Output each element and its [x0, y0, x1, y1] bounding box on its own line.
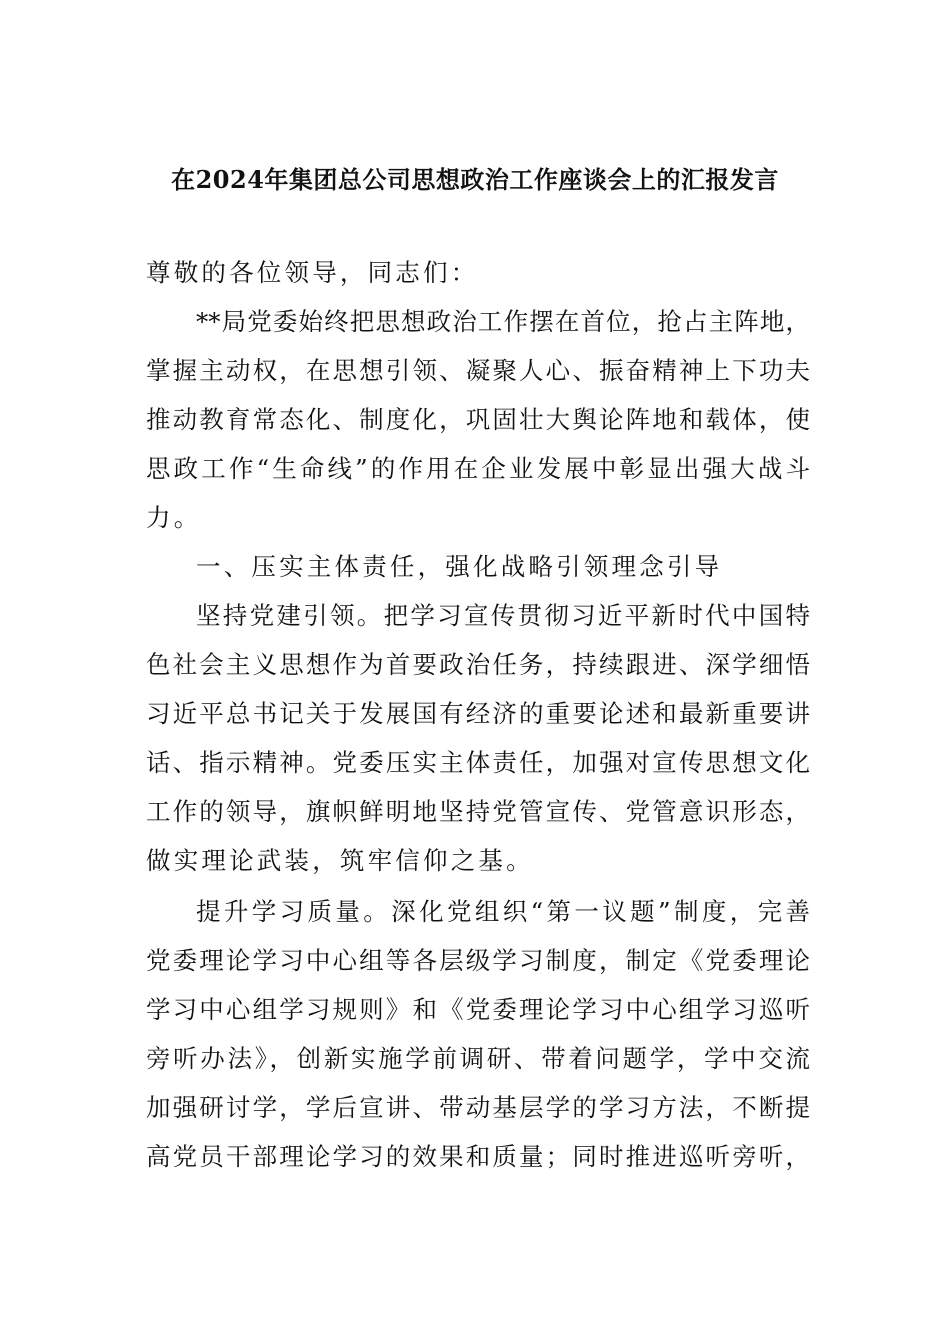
paragraph-line: 提升学习质量。深化党组织“第一议题”制度，完善 — [196, 897, 810, 926]
paragraph-line: 工作的领导，旗帜鲜明地坚持党管宣传、党管意识形态， — [146, 797, 810, 826]
paragraph-line: 坚持党建引领。把学习宣传贯彻习近平新时代中国特 — [196, 601, 810, 630]
document-title: 在2024年集团总公司思想政治工作座谈会上的汇报发言 — [171, 165, 779, 194]
paragraph-line: 力。 — [146, 503, 202, 532]
paragraph-line: 色社会主义思想作为首要政治任务，持续跟进、深学细悟 — [146, 650, 810, 679]
paragraph-line: 掌握主动权，在思想引领、凝聚人心、振奋精神上下功夫 — [146, 356, 810, 385]
paragraph-line: 旁听办法》，创新实施学前调研、带着问题学，学中交流 — [146, 1044, 810, 1073]
paragraph-line: **局党委始终把思想政治工作摆在首位，抢占主阵地， — [196, 307, 810, 336]
paragraph-line: 习近平总书记关于发展国有经济的重要论述和最新重要讲 — [146, 699, 810, 728]
paragraph-line: 思政工作“生命线”的作用在企业发展中彰显出强大战斗 — [146, 454, 810, 483]
section-heading: 一、压实主体责任，强化战略引领理念引导 — [196, 552, 723, 581]
document-body — [146, 248, 810, 1181]
paragraph-line: 学习中心组学习规则》和《党委理论学习中心组学习巡听 — [146, 995, 810, 1024]
paragraph-line: 加强研讨学，学后宣讲、带动基层学的学习方法，不断提 — [146, 1093, 810, 1122]
paragraph-line: 推动教育常态化、制度化，巩固壮大舆论阵地和载体，使 — [146, 405, 810, 434]
paragraph-line: 党委理论学习中心组等各层级学习制度，制定《党委理论 — [146, 946, 810, 975]
paragraph-line: 高党员干部理论学习的效果和质量；同时推进巡听旁听， — [146, 1142, 810, 1171]
paragraph-line: 话、指示精神。党委压实主体责任，加强对宣传思想文化 — [146, 748, 810, 777]
salutation: 尊敬的各位领导，同志们： — [146, 258, 479, 287]
paragraph-line: 做实理论武装，筑牢信仰之基。 — [146, 846, 534, 875]
